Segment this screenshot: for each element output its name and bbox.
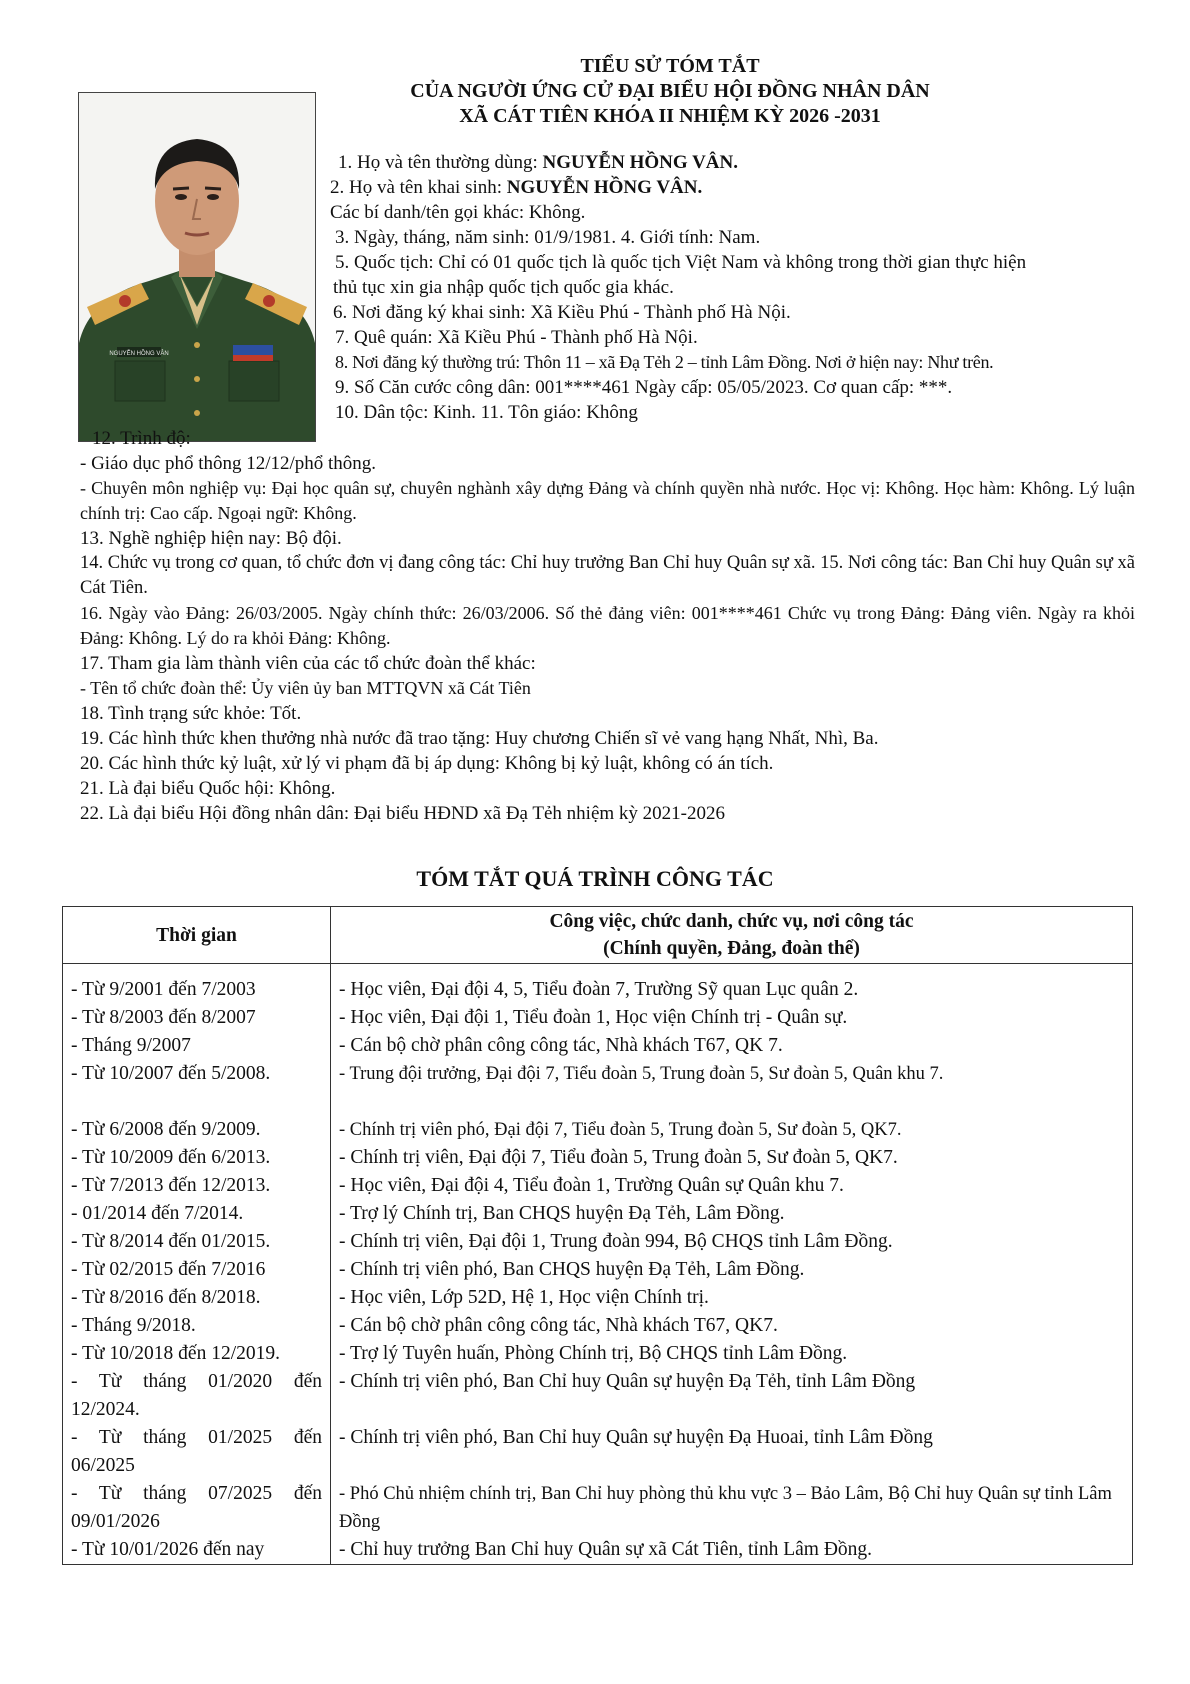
work-row-job: - Học viên, Đại đội 4, 5, Tiểu đoàn 7, Trường Sỹ quan Lục quân 2. [339,979,859,1000]
info-item-18: 18. Tình trạng sức khỏe: Tốt. [80,703,302,724]
work-row-job: - Trợ lý Tuyên huấn, Phòng Chính trị, Bộ CHQS tỉnh Lâm Đồng. [339,1343,848,1364]
work-row-time: - Từ 02/2015 đến 7/2016 [71,1259,266,1280]
column-header-job: Công việc, chức danh, chức vụ, nơi công tác (Chính quyền, Đảng, đoàn thể) [331,907,1133,964]
info-item-1: 1. Họ và tên thường dùng: NGUYỄN HỒNG VÂN. [338,152,738,173]
info-item-5b: thủ tục xin gia nhập quốc tịch quốc gia khác. [333,277,674,298]
info-item-16: 16. Ngày vào Đảng: 26/03/2005. Ngày chính thức: 26/03/2006. Số thẻ đảng viên: 001****461 Chức vụ trong Đảng: Đảng viên. Ngày ra khỏi Đảng: Không. Lý do ra khỏi Đảng: Không. [80,603,1135,648]
work-row-job: - Chỉ huy trưởng Ban Chỉ huy Quân sự xã Cát Tiên, tỉnh Lâm Đồng. [339,1539,873,1560]
work-row-time: - Từ tháng 01/2020 đến 12/2024. [71,1371,322,1420]
info-item-20: 20. Các hình thức kỷ luật, xử lý vi phạm đã bị áp dụng: Không bị kỷ luật, không có án tích. [80,753,774,774]
job-column [331,964,1133,1565]
work-row-time: - Từ 10/01/2026 đến nay [71,1539,265,1560]
document-title [300,54,1040,129]
common-name: NGUYỄN HỒNG VÂN. [542,152,738,173]
work-row-time: - Từ 8/2014 đến 01/2015. [71,1231,271,1252]
info-item-13: 13. Nghề nghiệp hiện nay: Bộ đội. [80,528,342,549]
title-line-1: TIỂU SỬ TÓM TẮT [580,55,760,77]
info-item-19: 19. Các hình thức khen thưởng nhà nước đã trao tặng: Huy chương Chiến sĩ vẻ vang hạng Nhất, Nhì, Ba. [80,728,879,749]
work-row-time: - Từ tháng 07/2025 đến 09/01/2026 [71,1483,322,1532]
portrait-illustration [79,93,315,441]
column-header-time: Thời gian [63,907,331,964]
work-row-job: - Chính trị viên, Đại đội 7, Tiểu đoàn 5, Trung đoàn 5, Sư đoàn 5, QK7. [339,1147,898,1168]
info-item-22: 22. Là đại biểu Hội đồng nhân dân: Đại biểu HĐND xã Đạ Tẻh nhiệm kỳ 2021-2026 [80,803,725,824]
work-row-job: - Học viên, Đại đội 4, Tiểu đoàn 1, Trường Quân sự Quân khu 7. [339,1175,844,1196]
work-row-job: - Trợ lý Chính trị, Ban CHQS huyện Đạ Tẻh, Lâm Đồng. [339,1203,785,1224]
name-tag: NGUYỄN HỒNG VÂN [109,351,169,357]
work-row-job: - Chính trị viên phó, Ban Chỉ huy Quân sự huyện Đạ Tẻh, tỉnh Lâm Đồng [339,1371,916,1392]
work-row-job: - Trung đội trưởng, Đại đội 7, Tiểu đoàn 5, Trung đoàn 5, Sư đoàn 5, Quân khu 7. [339,1064,944,1084]
title-line-2: CỦA NGƯỜI ỨNG CỬ ĐẠI BIỂU HỘI ĐỒNG NHÂN DÂN [410,80,930,102]
info-specialty: - Chuyên môn nghiệp vụ: Đại học quân sự, chuyên nghành xây dựng Đảng và chính quyền nhà nước. Học vị: Không. Học hàm: Không. Lý luận chính trị: Cao cấp. Ngoại ngữ: Không. [80,478,1135,523]
info-item-17: 17. Tham gia làm thành viên của các tổ chức đoàn thể khác: [80,653,536,674]
info-item-2: 2. Họ và tên khai sinh: NGUYỄN HỒNG VÂN. [330,177,703,198]
info-item-12: 12. Trình độ: [92,428,191,449]
info-item-9: 9. Số Căn cước công dân: 001****461 Ngày cấp: 05/05/2023. Cơ quan cấp: ***. [335,377,953,398]
work-row-job: - Chính trị viên phó, Ban CHQS huyện Đạ Tẻh, Lâm Đồng. [339,1259,805,1280]
birth-name: NGUYỄN HỒNG VÂN. [506,177,703,198]
time-column [63,964,331,1565]
work-row-time: - Từ 8/2016 đến 8/2018. [71,1287,261,1308]
work-row-job: - Cán bộ chờ phân công công tác, Nhà khách T67, QK7. [339,1315,778,1336]
work-row-time: - Tháng 9/2007 [71,1035,191,1056]
work-row-job: - Học viên, Lớp 52D, Hệ 1, Học viện Chính trị. [339,1287,709,1308]
work-row-job: - Học viên, Đại đội 1, Tiểu đoàn 1, Học viện Chính trị - Quân sự. [339,1007,848,1028]
work-row-job: - Chính trị viên phó, Đại đội 7, Tiểu đoàn 5, Trung đoàn 5, Sư đoàn 5, QK7. [339,1120,902,1140]
work-row-time: - Từ 6/2008 đến 9/2009. [71,1119,261,1140]
title-line-3: XÃ CÁT TIÊN KHÓA II NHIỆM KỲ 2026 -2031 [459,105,881,127]
info-education: - Giáo dục phổ thông 12/12/phổ thông. [80,453,377,474]
work-row-time: - Từ 8/2003 đến 8/2007 [71,1007,256,1028]
info-item-8: 8. Nơi đăng ký thường trú: Thôn 11 – xã Đạ Tẻh 2 – tỉnh Lâm Đồng. Nơi ở hiện nay: Như trên. [335,352,994,372]
work-row-time: - Từ 9/2001 đến 7/2003 [71,979,256,1000]
info-item-7: 7. Quê quán: Xã Kiều Phú - Thành phố Hà Nội. [335,327,698,348]
work-row-time: - 01/2014 đến 7/2014. [71,1203,244,1224]
info-item-14-15: 14. Chức vụ trong cơ quan, tổ chức đơn vị đang công tác: Chỉ huy trưởng Ban Chỉ huy Quân sự xã. 15. Nơi công tác: Ban Chỉ huy Quân sự xã Cát Tiên. [80,553,1135,598]
work-history-title: TÓM TẮT QUÁ TRÌNH CÔNG TÁC [416,866,774,891]
work-row-job: - Chính trị viên phó, Ban Chỉ huy Quân sự huyện Đạ Huoai, tỉnh Lâm Đồng [339,1427,933,1448]
info-organization: - Tên tổ chức đoàn thể: Ủy viên ủy ban MTTQVN xã Cát Tiên [80,678,531,698]
work-row-time: - Từ 10/2009 đến 6/2013. [71,1147,271,1168]
work-row-time: - Từ 7/2013 đến 12/2013. [71,1175,271,1196]
info-alias: Các bí danh/tên gọi khác: Không. [330,202,586,223]
work-history-table [62,906,1133,1565]
info-item-5a: 5. Quốc tịch: Chỉ có 01 quốc tịch là quốc tịch Việt Nam và không trong thời gian thực hiện [335,252,1027,273]
candidate-photo [78,92,316,442]
work-row-time: - Từ tháng 01/2025 đến 06/2025 [71,1427,322,1476]
work-row-job: - Cán bộ chờ phân công công tác, Nhà khách T67, QK 7. [339,1035,783,1056]
work-row-job: - Chính trị viên, Đại đội 1, Trung đoàn 994, Bộ CHQS tỉnh Lâm Đồng. [339,1231,893,1252]
work-row-job: - Phó Chủ nhiệm chính trị, Ban Chỉ huy phòng thủ khu vực 3 – Bảo Lâm, Bộ Chỉ huy Quân sự tỉnh Lâm Đồng [339,1484,1112,1532]
work-row-time: - Tháng 9/2018. [71,1315,196,1336]
work-row-time: - Từ 10/2007 đến 5/2008. [71,1063,271,1084]
info-item-3-4: 3. Ngày, tháng, năm sinh: 01/9/1981. 4. Giới tính: Nam. [335,227,761,248]
work-row-time: - Từ 10/2018 đến 12/2019. [71,1343,280,1364]
info-item-10-11: 10. Dân tộc: Kinh. 11. Tôn giáo: Không [335,402,638,423]
info-item-6: 6. Nơi đăng ký khai sinh: Xã Kiều Phú - Thành phố Hà Nội. [333,302,791,323]
info-item-21: 21. Là đại biểu Quốc hội: Không. [80,778,336,799]
